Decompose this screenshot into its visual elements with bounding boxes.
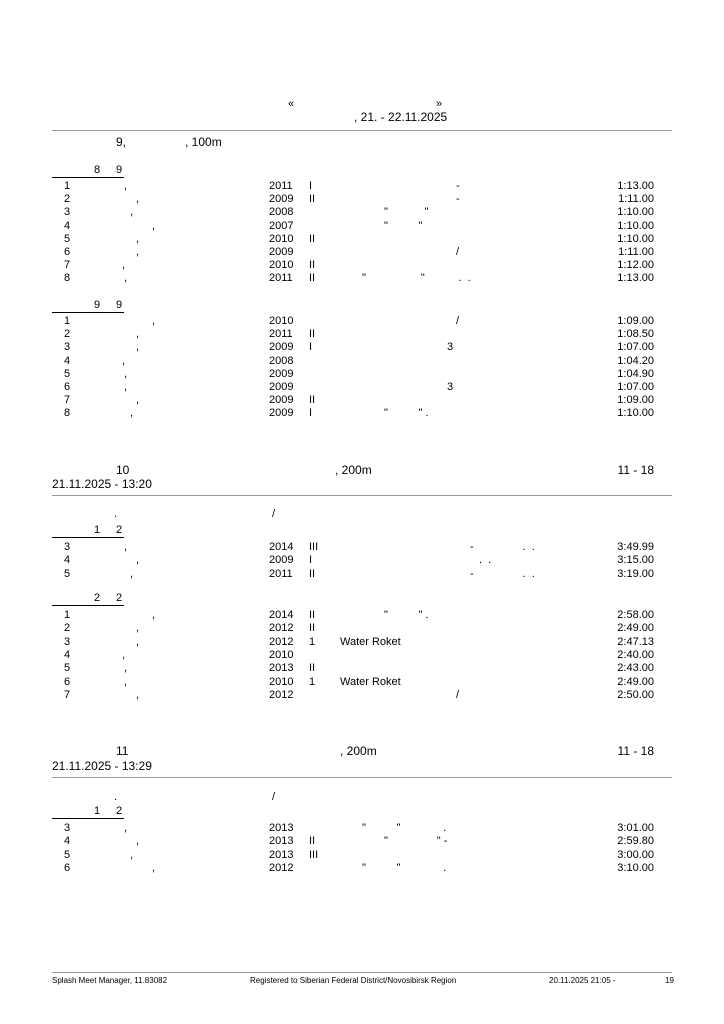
club-name: " " .: [362, 822, 447, 834]
sport-rank: II: [309, 622, 316, 634]
name-separator: ,: [130, 568, 134, 580]
name-separator: ,: [124, 662, 128, 674]
heat-label-b: 9: [116, 299, 123, 311]
sport-rank: I: [309, 341, 313, 353]
name-separator: ,: [124, 180, 128, 192]
lane-number: 5: [64, 662, 71, 674]
event-11-age-group: 11 - 18: [617, 744, 654, 758]
heat-underline: [52, 312, 124, 313]
heat-label-b: 2: [116, 805, 123, 817]
heat-underline: [52, 537, 124, 538]
lane-number: 3: [64, 822, 71, 834]
entry-time: 1:13.00: [617, 272, 654, 284]
club-name: Water Roket: [340, 676, 401, 688]
birth-year: 2009: [269, 381, 294, 393]
lane-number: 5: [64, 368, 71, 380]
birth-year: 2008: [269, 206, 294, 218]
heat-label-a: 1: [94, 805, 101, 817]
sport-rank: 1: [309, 676, 316, 688]
entry-time: 1:10.00: [617, 233, 654, 245]
entry-time: 2:59.80: [617, 835, 654, 847]
club-name: /: [456, 689, 460, 701]
entry-time: 1:04.20: [617, 355, 654, 367]
lane-number: 5: [64, 849, 71, 861]
entry-time: 1:07.00: [617, 381, 654, 393]
club-name: /: [456, 315, 460, 327]
name-separator: ,: [136, 835, 140, 847]
name-separator: ,: [136, 233, 140, 245]
birth-year: 2012: [269, 689, 294, 701]
event-11-datetime: 21.11.2025 - 13:29: [52, 759, 152, 773]
lane-number: 2: [64, 193, 71, 205]
club-name: Water Roket: [340, 636, 401, 648]
sport-rank: III: [309, 541, 319, 553]
name-separator: ,: [124, 541, 128, 553]
entry-time: 2:58.00: [617, 609, 654, 621]
name-separator: ,: [124, 381, 128, 393]
birth-year: 2009: [269, 394, 294, 406]
footer-divider: [52, 972, 672, 973]
club-name: 3: [447, 381, 454, 393]
event-9-number: 9,: [116, 135, 127, 149]
club-name: " ": [384, 220, 423, 232]
entry-time: 3:00.00: [617, 849, 654, 861]
entry-time: 2:47.13: [617, 636, 654, 648]
birth-year: 2012: [269, 862, 294, 874]
name-separator: ,: [136, 328, 140, 340]
name-separator: ,: [124, 272, 128, 284]
event-11-note-slash: /: [272, 791, 276, 803]
birth-year: 2009: [269, 341, 294, 353]
club-name: " " .: [362, 862, 447, 874]
entry-time: 1:09.00: [617, 315, 654, 327]
name-separator: ,: [130, 206, 134, 218]
sport-rank: II: [309, 394, 316, 406]
club-name: - . .: [470, 541, 535, 553]
birth-year: 2010: [269, 676, 294, 688]
name-separator: ,: [124, 822, 128, 834]
birth-year: 2009: [269, 193, 294, 205]
birth-year: 2007: [269, 220, 294, 232]
birth-year: 2011: [269, 272, 293, 284]
lane-number: 8: [64, 407, 71, 419]
birth-year: 2012: [269, 636, 294, 648]
event-10-age-group: 11 - 18: [617, 463, 654, 477]
name-separator: ,: [152, 220, 156, 232]
event-11-number: 11: [116, 744, 129, 758]
entry-time: 3:15.00: [617, 554, 654, 566]
name-separator: ,: [130, 407, 134, 419]
entry-time: 1:08.50: [617, 328, 654, 340]
name-separator: ,: [136, 394, 140, 406]
entry-time: 3:01.00: [617, 822, 654, 834]
entry-time: 2:50.00: [617, 689, 654, 701]
name-separator: ,: [136, 622, 140, 634]
sport-rank: II: [309, 609, 316, 621]
event-9-distance: , 100m: [185, 135, 222, 149]
birth-year: 2010: [269, 315, 294, 327]
sport-rank: II: [309, 272, 316, 284]
name-separator: ,: [124, 676, 128, 688]
event-10-datetime: 21.11.2025 - 13:20: [52, 477, 152, 491]
entry-time: 1:04.90: [617, 368, 654, 380]
event-11-divider: [52, 777, 672, 778]
birth-year: 2014: [269, 541, 294, 553]
entry-time: 1:11.00: [618, 246, 654, 258]
lane-number: 5: [64, 568, 71, 580]
name-separator: ,: [136, 246, 140, 258]
event-10-note-dot: .: [114, 508, 118, 520]
name-separator: ,: [136, 193, 140, 205]
entry-time: 1:07.00: [617, 341, 654, 353]
sport-rank: II: [309, 328, 316, 340]
club-name: " " .: [384, 609, 429, 621]
club-name: -: [456, 193, 460, 205]
name-separator: ,: [122, 355, 126, 367]
club-name: " " .: [384, 407, 429, 419]
birth-year: 2010: [269, 259, 294, 271]
name-separator: ,: [152, 609, 156, 621]
footer-page-number: 19: [665, 976, 674, 985]
lane-number: 4: [64, 554, 71, 566]
entry-time: 2:40.00: [617, 649, 654, 661]
sport-rank: I: [309, 180, 313, 192]
lane-number: 4: [64, 649, 71, 661]
sport-rank: II: [309, 662, 316, 674]
name-separator: ,: [122, 259, 126, 271]
lane-number: 6: [64, 676, 71, 688]
lane-number: 3: [64, 341, 71, 353]
sport-rank: II: [309, 233, 316, 245]
club-name: " " -: [384, 835, 448, 847]
birth-year: 2014: [269, 609, 294, 621]
name-separator: ,: [136, 689, 140, 701]
heat-label-a: 1: [94, 524, 101, 536]
heat-underline: [52, 177, 124, 178]
heat-label-b: 2: [116, 592, 123, 604]
lane-number: 1: [64, 180, 71, 192]
lane-number: 6: [64, 381, 71, 393]
entry-time: 1:11.00: [618, 193, 654, 205]
lane-number: 5: [64, 233, 71, 245]
event-10-distance: , 200m: [335, 463, 372, 477]
birth-year: 2009: [269, 554, 294, 566]
lane-number: 4: [64, 835, 71, 847]
lane-number: 6: [64, 862, 71, 874]
lane-number: 8: [64, 272, 71, 284]
entry-time: 3:19.00: [617, 568, 654, 580]
lane-number: 3: [64, 636, 71, 648]
sport-rank: II: [309, 259, 316, 271]
club-name: " " . .: [362, 272, 471, 284]
heat-label-a: 8: [94, 164, 101, 176]
name-separator: ,: [124, 368, 128, 380]
birth-year: 2013: [269, 822, 294, 834]
birth-year: 2010: [269, 649, 294, 661]
entry-time: 1:13.00: [617, 180, 654, 192]
name-separator: ,: [136, 341, 140, 353]
name-separator: ,: [130, 849, 134, 861]
club-name: " ": [384, 206, 429, 218]
birth-year: 2009: [269, 246, 294, 258]
header-divider: [52, 130, 672, 131]
entry-time: 3:10.00: [617, 862, 654, 874]
entry-time: 1:10.00: [617, 407, 654, 419]
birth-year: 2013: [269, 662, 294, 674]
club-name: 3: [447, 341, 454, 353]
sport-rank: II: [309, 568, 316, 580]
lane-number: 4: [64, 355, 71, 367]
entry-time: 2:49.00: [617, 622, 654, 634]
name-separator: ,: [152, 315, 156, 327]
heat-label-a: 2: [94, 592, 101, 604]
birth-year: 2011: [269, 180, 293, 192]
birth-year: 2013: [269, 849, 294, 861]
sport-rank: II: [309, 193, 316, 205]
lane-number: 7: [64, 259, 71, 271]
birth-year: 2010: [269, 233, 294, 245]
footer-software: Splash Meet Manager, 11.83082: [52, 976, 168, 985]
sport-rank: 1: [309, 636, 316, 648]
lane-number: 2: [64, 622, 71, 634]
event-11-distance: , 200m: [340, 744, 377, 758]
entry-time: 1:10.00: [617, 220, 654, 232]
event-11-note-dot: .: [114, 791, 118, 803]
sport-rank: I: [309, 554, 313, 566]
lane-number: 3: [64, 541, 71, 553]
name-separator: ,: [136, 636, 140, 648]
club-name: /: [456, 246, 460, 258]
lane-number: 1: [64, 609, 71, 621]
entry-time: 3:49.99: [617, 541, 654, 553]
lane-number: 2: [64, 328, 71, 340]
birth-year: 2009: [269, 407, 294, 419]
entry-time: 1:12.00: [617, 259, 654, 271]
name-separator: ,: [122, 649, 126, 661]
birth-year: 2011: [269, 568, 293, 580]
birth-year: 2009: [269, 368, 294, 380]
name-separator: ,: [136, 554, 140, 566]
meet-dates: , 21. - 22.11.2025: [354, 110, 448, 124]
club-name: -: [456, 180, 460, 192]
club-name: - . .: [470, 568, 535, 580]
sport-rank: I: [309, 407, 313, 419]
event-10-note-slash: /: [272, 508, 276, 520]
entry-time: 1:10.00: [617, 206, 654, 218]
heat-underline: [52, 605, 124, 606]
lane-number: 1: [64, 315, 71, 327]
footer-timestamp: 20.11.2025 21:05 -: [549, 976, 616, 985]
entry-time: 1:09.00: [617, 394, 654, 406]
entry-time: 2:49.00: [617, 676, 654, 688]
heat-label-b: 2: [116, 524, 123, 536]
sport-rank: II: [309, 835, 316, 847]
lane-number: 6: [64, 246, 71, 258]
title-quote-close: »: [436, 98, 443, 110]
birth-year: 2011: [269, 328, 293, 340]
lane-number: 3: [64, 206, 71, 218]
heat-label-a: 9: [94, 299, 101, 311]
event-10-number: 10: [116, 463, 130, 477]
event-10-divider: [52, 495, 672, 496]
birth-year: 2012: [269, 622, 294, 634]
entry-time: 2:43.00: [617, 662, 654, 674]
club-name: . .: [479, 554, 492, 566]
birth-year: 2013: [269, 835, 294, 847]
lane-number: 4: [64, 220, 71, 232]
sport-rank: III: [309, 849, 319, 861]
lane-number: 7: [64, 394, 71, 406]
footer-registration: Registered to Siberian Federal District/Novosibirsk Region: [250, 976, 457, 985]
lane-number: 7: [64, 689, 71, 701]
heat-label-b: 9: [116, 164, 123, 176]
birth-year: 2008: [269, 355, 294, 367]
heat-underline: [52, 818, 124, 819]
title-quote-open: «: [288, 98, 295, 110]
name-separator: ,: [152, 862, 156, 874]
